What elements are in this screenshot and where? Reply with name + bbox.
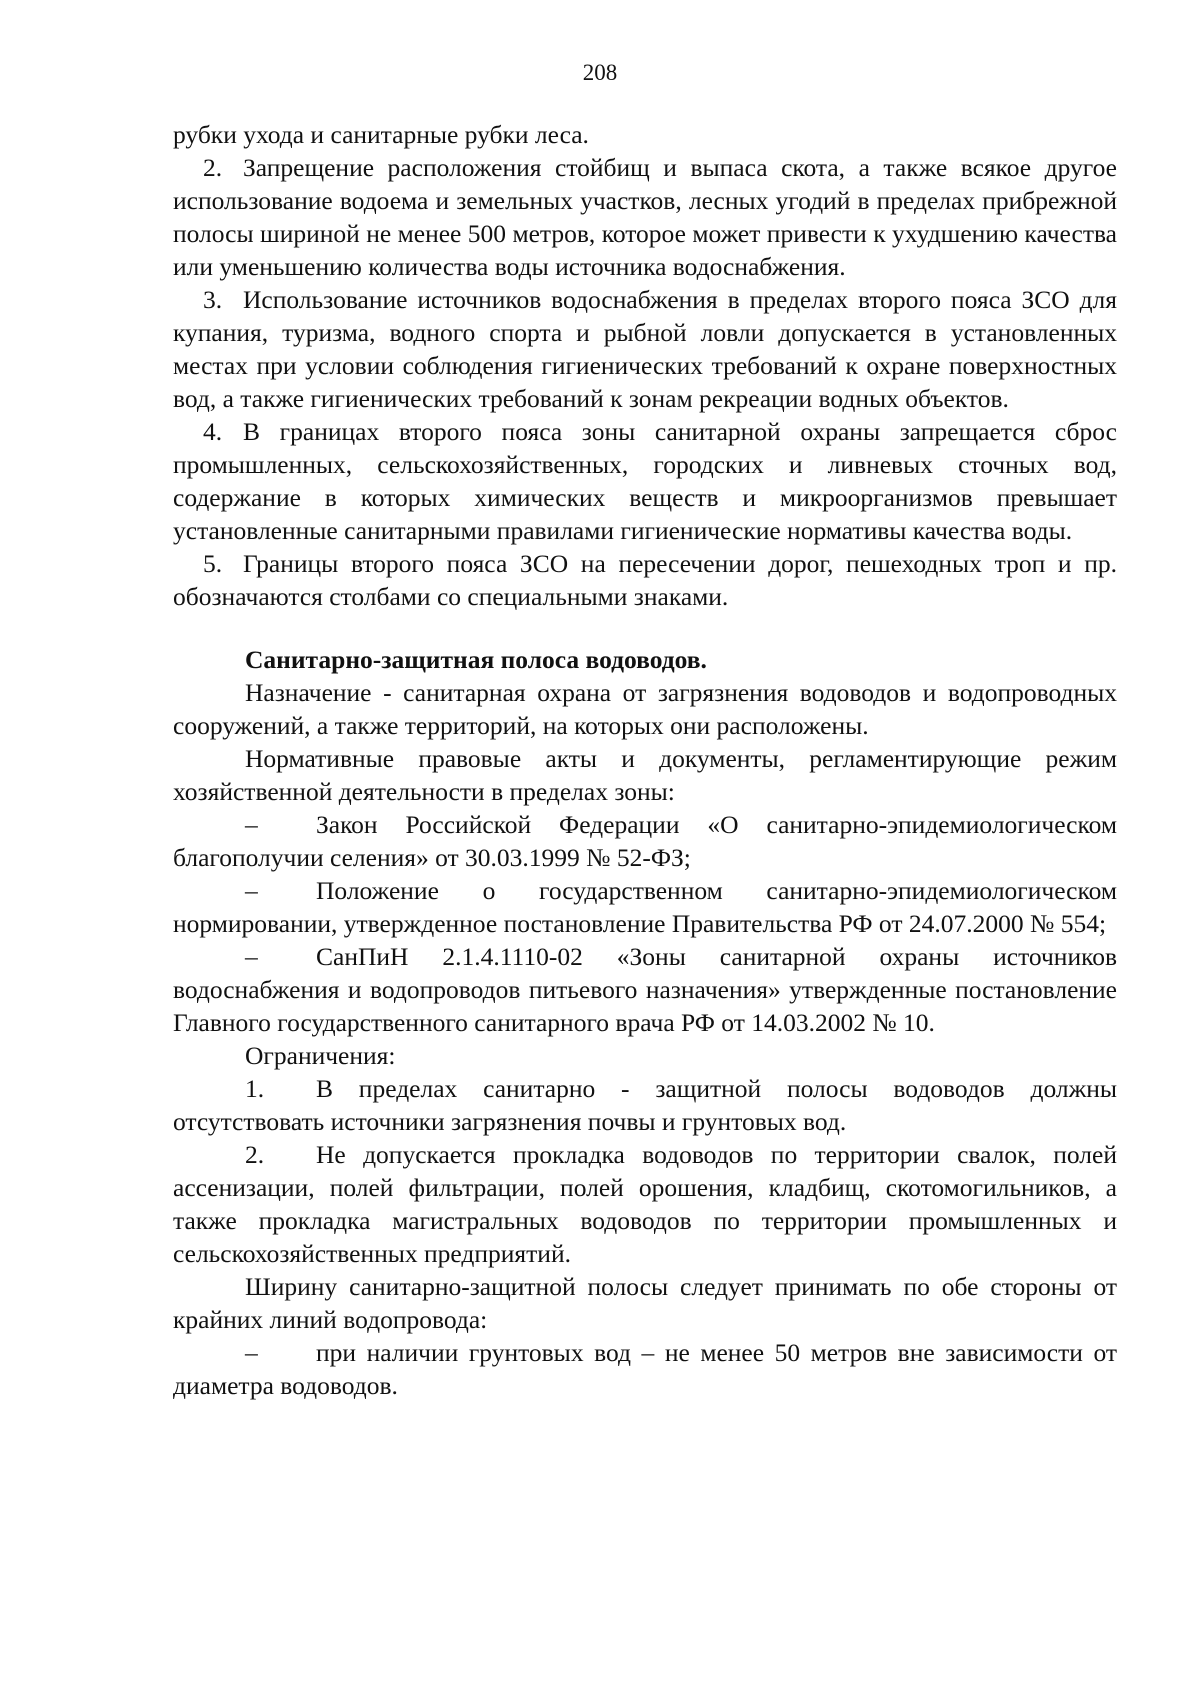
- list-item-5: [173, 547, 1117, 613]
- list-text: Границы второго пояса ЗСО на пересечении дорог, пешеходных троп и пр. обозначаются столбами со специальными знаками.: [173, 549, 1117, 611]
- acts-intro-paragraph: Нормативные правовые акты и документы, регламентирующие режим хозяйственной деятельности в пределах зоны:: [173, 744, 1117, 806]
- page-number: 208: [582, 60, 618, 85]
- list-number: 3.: [203, 285, 223, 314]
- act-text: СанПиН 2.1.4.1110-02 «Зоны санитарной охраны источников водоснабжения и водопроводов питьевого назначения» утвержденные постановление Главного государственного санитарного врача РФ от 14.03.2002 № 10.: [173, 942, 1117, 1037]
- list-item-4: [173, 415, 1117, 547]
- paragraph-continuation: рубки ухода и санитарные рубки леса.: [173, 120, 589, 149]
- dash-bullet: –: [245, 810, 258, 839]
- limit-item-1: [173, 1072, 1117, 1138]
- limit-item-2: [173, 1138, 1117, 1270]
- list-text: В границах второго пояса зоны санитарной охраны запрещается сброс промышленных, сельскохозяйственных, городских и ливневых сточных вод, содержание в которых химических веществ и микроорганизмов превышает установленные санитарными правилами гигиенические нормативы качества воды.: [173, 417, 1117, 545]
- list-number: 2.: [245, 1140, 265, 1169]
- dash-bullet: –: [245, 942, 258, 971]
- list-text: Использование источников водоснабжения в пределах второго пояса ЗСО для купания, туризма, водного спорта и рыбной ловли допускается в установленных местах при условии соблюдения гигиенических требований к охране поверхностных вод, а также гигиенических требований к зонам рекреации водных объектов.: [173, 285, 1117, 413]
- act-item-2: [173, 874, 1117, 940]
- width-text: при наличии грунтовых вод – не менее 50 метров вне зависимости от диаметра водоводов.: [173, 1338, 1117, 1400]
- act-item-3: [173, 940, 1117, 1039]
- dash-bullet: –: [245, 1338, 258, 1367]
- limits-title: Ограничения:: [245, 1041, 396, 1070]
- list-number: 2.: [203, 153, 223, 182]
- purpose-paragraph: Назначение - санитарная охрана от загрязнения водоводов и водопроводных сооружений, а также территорий, на которых они расположены.: [173, 678, 1117, 740]
- list-item-3: [173, 283, 1117, 415]
- section-heading: Санитарно-защитная полоса водоводов.: [245, 645, 707, 674]
- act-item-1: [173, 808, 1117, 874]
- list-number: 1.: [245, 1074, 265, 1103]
- width-intro-paragraph: Ширину санитарно-защитной полосы следует принимать по обе стороны от крайних линий водопровода:: [173, 1272, 1117, 1334]
- list-text: Запрещение расположения стойбищ и выпаса скота, а также всякое другое использование водоема и земельных участков, лесных угодий в пределах прибрежной полосы шириной не менее 500 метров, которое может привести к ухудшению качества или уменьшению количества воды источника водоснабжения.: [173, 153, 1117, 281]
- text-body: [173, 118, 1117, 1402]
- limit-text: Не допускается прокладка водоводов по территории свалок, полей ассенизации, полей фильтрации, полей орошения, кладбищ, скотомогильников, а также прокладка магистральных водоводов по территории промышленных и сельскохозяйственных предприятий.: [173, 1140, 1117, 1268]
- list-number: 5.: [203, 549, 223, 578]
- limit-text: В пределах санитарно - защитной полосы водоводов должны отсутствовать источники загрязнения почвы и грунтовых вод.: [173, 1074, 1117, 1136]
- act-text: Положение о государственном санитарно-эпидемиологическом нормировании, утвержденное постановление Правительства РФ от 24.07.2000 № 554;: [173, 876, 1117, 938]
- list-item-2: [173, 151, 1117, 283]
- act-text: Закон Российской Федерации «О санитарно-эпидемиологическом благополучии селения» от 30.03.1999 № 52-ФЗ;: [173, 810, 1117, 872]
- dash-bullet: –: [245, 876, 258, 905]
- list-number: 4.: [203, 417, 223, 446]
- width-item-1: [173, 1336, 1117, 1402]
